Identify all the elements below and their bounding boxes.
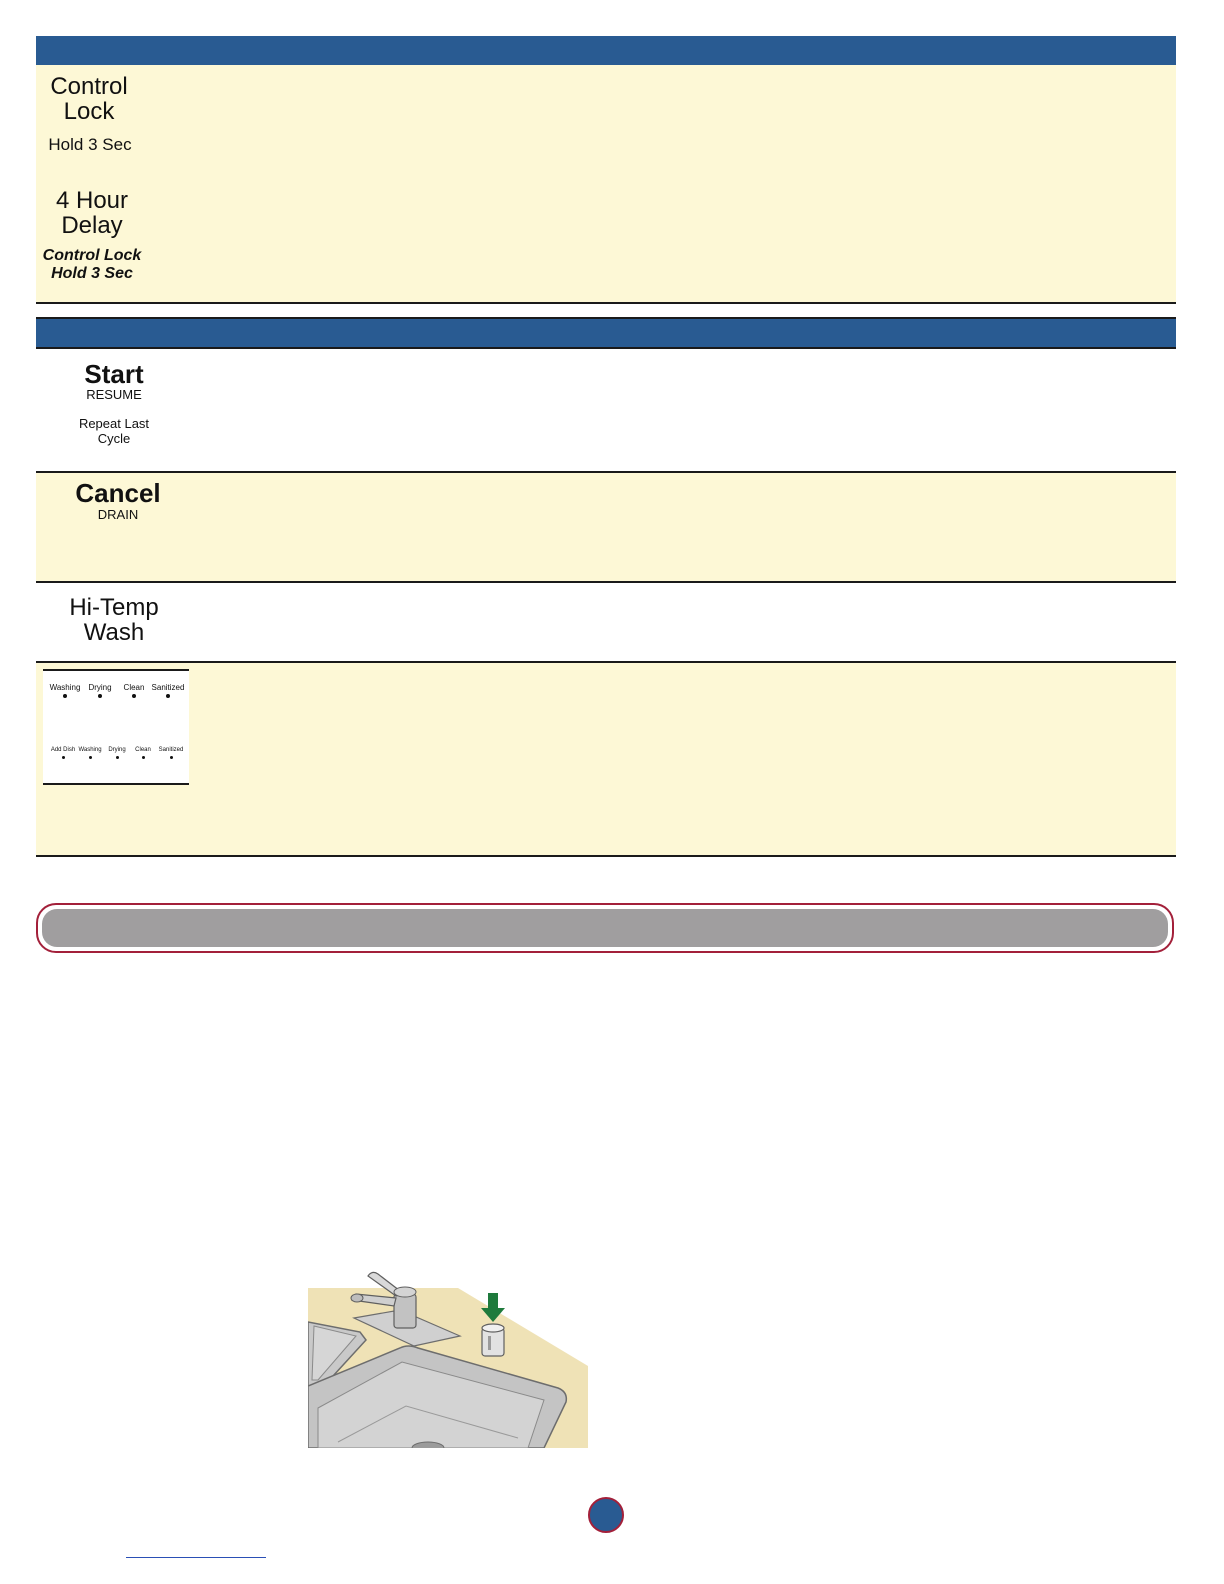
divider <box>36 302 1176 304</box>
start-label: Start <box>84 359 144 389</box>
status-light-sanitized: Sanitized <box>149 683 187 698</box>
status-lights-row <box>43 683 189 703</box>
repeat-last-cycle-text: Repeat Last Cycle <box>78 416 150 446</box>
section-heading-fill <box>42 909 1168 947</box>
status-lights-panel <box>36 663 1176 855</box>
control-lock-panel <box>36 65 1176 302</box>
delay-label: 4 Hour Delay <box>55 187 129 239</box>
divider <box>36 581 1176 583</box>
air-gap-icon <box>482 1324 504 1356</box>
hi-temp-wash-label: Hi-Temp Wash <box>69 594 159 646</box>
status-light-drying: Drying <box>83 683 117 698</box>
cancel-panel <box>36 473 1176 581</box>
status-lights-row <box>43 747 189 767</box>
cancel-label: Cancel <box>75 478 161 508</box>
section-header-band-1 <box>36 36 1176 65</box>
control-lock-label: Control Lock <box>50 73 128 125</box>
section-header-band-2 <box>36 319 1176 347</box>
footer-link-underline[interactable] <box>126 1557 266 1558</box>
status-light-washing: Washing <box>47 683 83 698</box>
control-lock-hold-text: Hold 3 Sec <box>48 135 132 154</box>
status-light-sanitized: Sanitized <box>155 747 187 759</box>
status-light-washing: Washing <box>76 747 104 759</box>
page-number-marker <box>588 1497 624 1533</box>
status-light-drying: Drying <box>104 747 130 759</box>
section-heading-bar <box>36 903 1174 953</box>
start-resume-text: RESUME <box>86 387 142 402</box>
status-light-add-dish: Add Dish <box>47 747 79 759</box>
status-lights-graphic <box>43 669 189 785</box>
cancel-drain-text: DRAIN <box>97 507 139 522</box>
delay-control-lock-text: Control Lock Hold 3 Sec <box>42 247 142 282</box>
sink-with-air-gap-illustration <box>308 1266 588 1448</box>
status-light-clean: Clean <box>119 683 149 698</box>
divider <box>36 855 1176 857</box>
status-light-clean: Clean <box>131 747 155 759</box>
divider <box>36 347 1176 349</box>
